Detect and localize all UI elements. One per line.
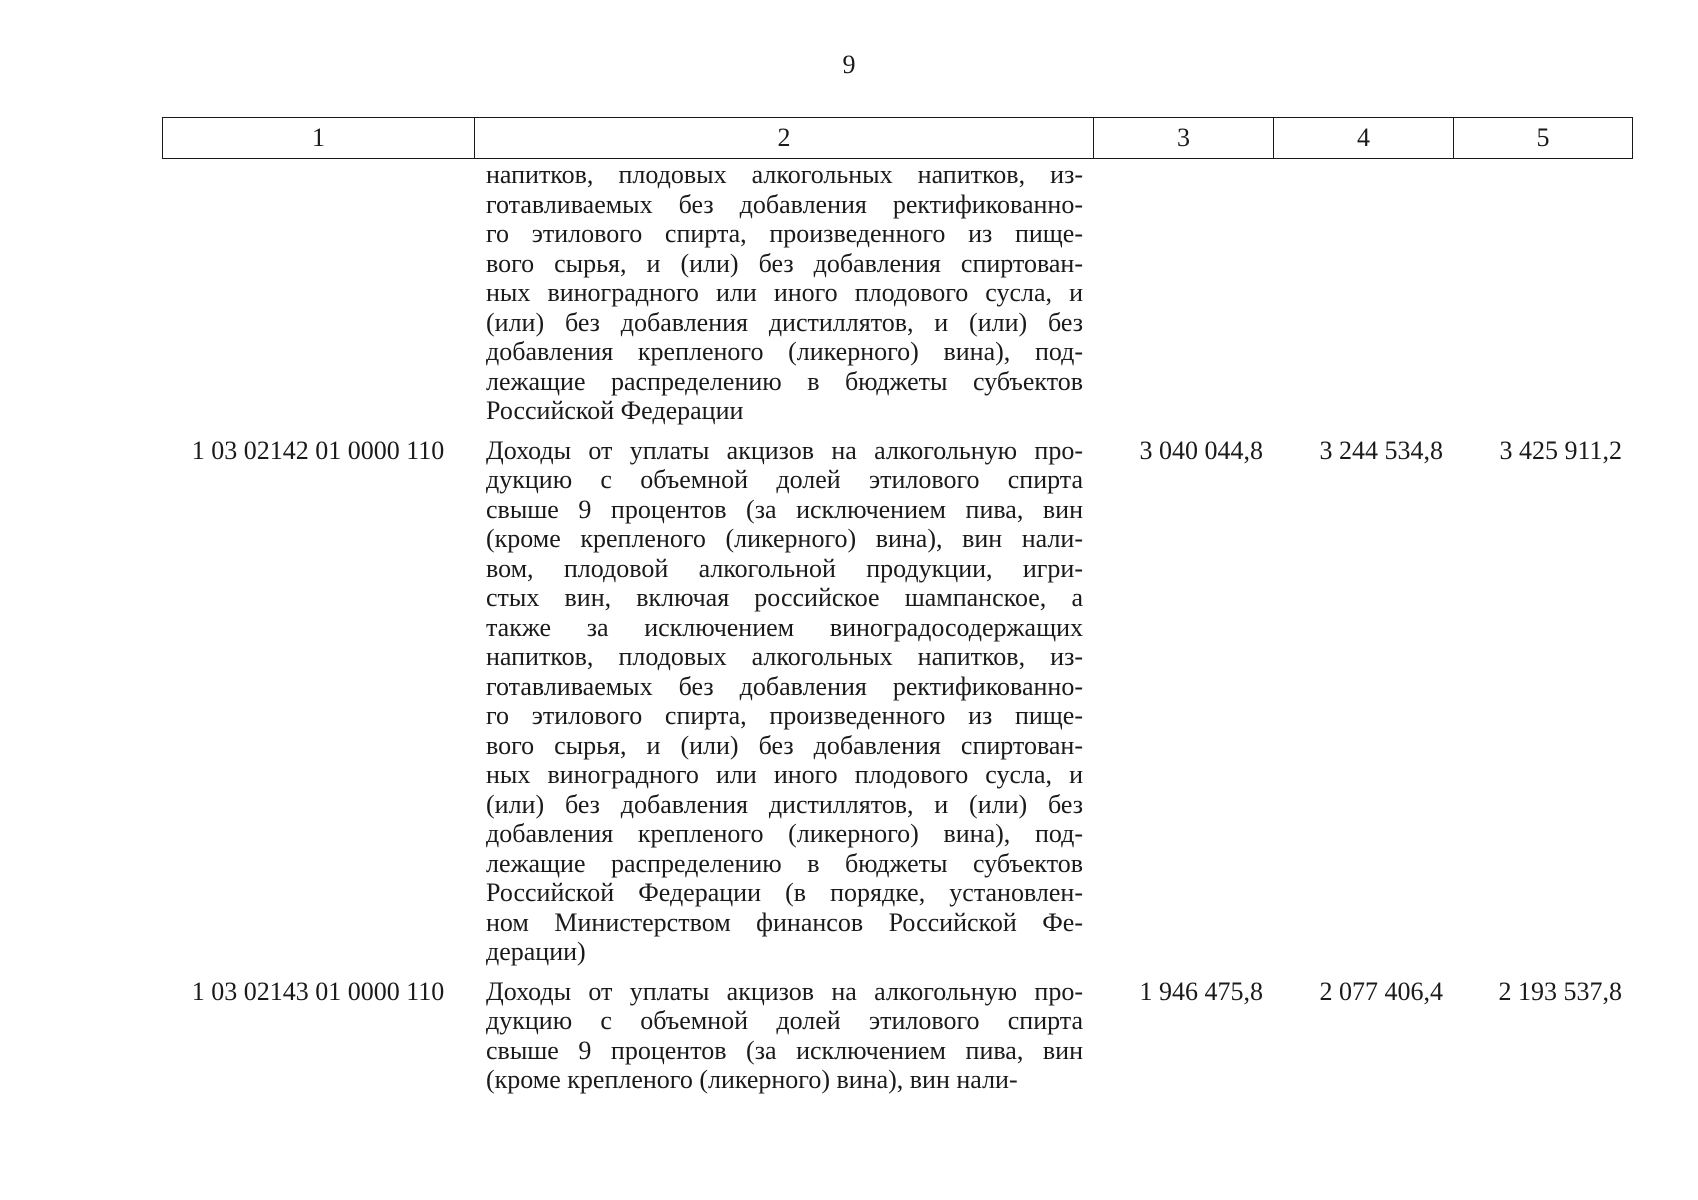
table-body (162, 160, 1632, 1105)
page-number: 9 (842, 50, 856, 79)
row-value-col-5: 3 425 911,2 (1499, 435, 1622, 465)
description-line: добавления крепленого (ликерного) вина), под- (486, 337, 1083, 366)
description-line: дукцию с объемной долей этилового спирта (486, 1006, 1083, 1035)
header-col-3: 3 (1094, 118, 1274, 159)
header-col-4: 4 (1274, 118, 1454, 159)
row-code: 1 03 02143 01 0000 110 (191, 976, 445, 1006)
description-line: ном Министерством финансов Российской Фе- (486, 907, 1083, 937)
description-line: также за исключением виноградосодержащих (486, 612, 1083, 642)
description-line: (или) без добавления дистиллятов, и (или) без (486, 789, 1083, 819)
description-line: добавления крепленого (ликерного) вина), под- (486, 819, 1083, 848)
description-line: Российской Федерации (в порядке, установлен- (486, 878, 1083, 907)
header-col-5: 5 (1454, 118, 1633, 159)
row-value-col-5: 2 193 537,8 (1498, 976, 1622, 1006)
description-line: Российской Федерации (486, 396, 744, 425)
description-line: ных виноградного или иного плодового сусла, и (486, 278, 1083, 307)
description-line: свыше 9 процентов (за исключением пива, вин (486, 1035, 1083, 1065)
table-row (162, 160, 1632, 426)
header-col-2: 2 (475, 118, 1094, 159)
description-line: лежащие распределению в бюджеты субъектов (486, 848, 1083, 878)
description-line: (или) без добавления дистиллятов, и (или) без (486, 307, 1083, 337)
description-line: дерации) (486, 937, 586, 966)
description-line: вом, плодовой алкогольной продукции, игри- (486, 553, 1083, 583)
description-line: стых вин, включая российское шампанское, а (486, 583, 1083, 612)
row-description (474, 436, 1093, 967)
description-line: лежащие распределению в бюджеты субъектов (486, 366, 1083, 396)
row-value-col-3: 1 946 475,8 (1139, 976, 1263, 1006)
row-value-col-3: 3 040 044,8 (1139, 435, 1263, 465)
description-line: готавливаемых без добавления ректификованно- (486, 671, 1083, 701)
row-description (474, 977, 1093, 1095)
table-row (162, 977, 1632, 1095)
row-value-col-4: 2 077 406,4 (1319, 976, 1443, 1006)
description-line: Доходы от уплаты акцизов на алкогольную про- (486, 976, 1083, 1006)
description-line: ных виноградного или иного плодового сусла, и (486, 760, 1083, 789)
description-line: готавливаемых без добавления ректификованно- (486, 189, 1083, 219)
description-line: дукцию с объемной долей этилового спирта (486, 465, 1083, 494)
table-row (162, 436, 1632, 967)
description-line: вого сырья, и (или) без добавления спиртован- (486, 730, 1083, 760)
header-col-1: 1 (163, 118, 475, 159)
row-code: 1 03 02142 01 0000 110 (191, 435, 445, 465)
description-line: (кроме крепленого (ликерного) вина), вин нали- (486, 1065, 1018, 1094)
header-row (163, 118, 1633, 159)
table-header (162, 117, 1633, 159)
description-line: Доходы от уплаты акцизов на алкогольную про- (486, 435, 1083, 465)
description-line: го этилового спирта, произведенного из пище- (486, 701, 1083, 730)
description-line: напитков, плодовых алкогольных напитков, из- (486, 642, 1083, 671)
row-description (474, 160, 1093, 426)
description-line: (кроме крепленого (ликерного) вина), вин нали- (486, 524, 1083, 553)
description-line: напитков, плодовых алкогольных напитков, из- (486, 160, 1083, 189)
description-line: вого сырья, и (или) без добавления спиртован- (486, 248, 1083, 278)
description-line: го этилового спирта, произведенного из пище- (486, 219, 1083, 248)
row-value-col-4: 3 244 534,8 (1319, 435, 1443, 465)
description-line: свыше 9 процентов (за исключением пива, вин (486, 494, 1083, 524)
